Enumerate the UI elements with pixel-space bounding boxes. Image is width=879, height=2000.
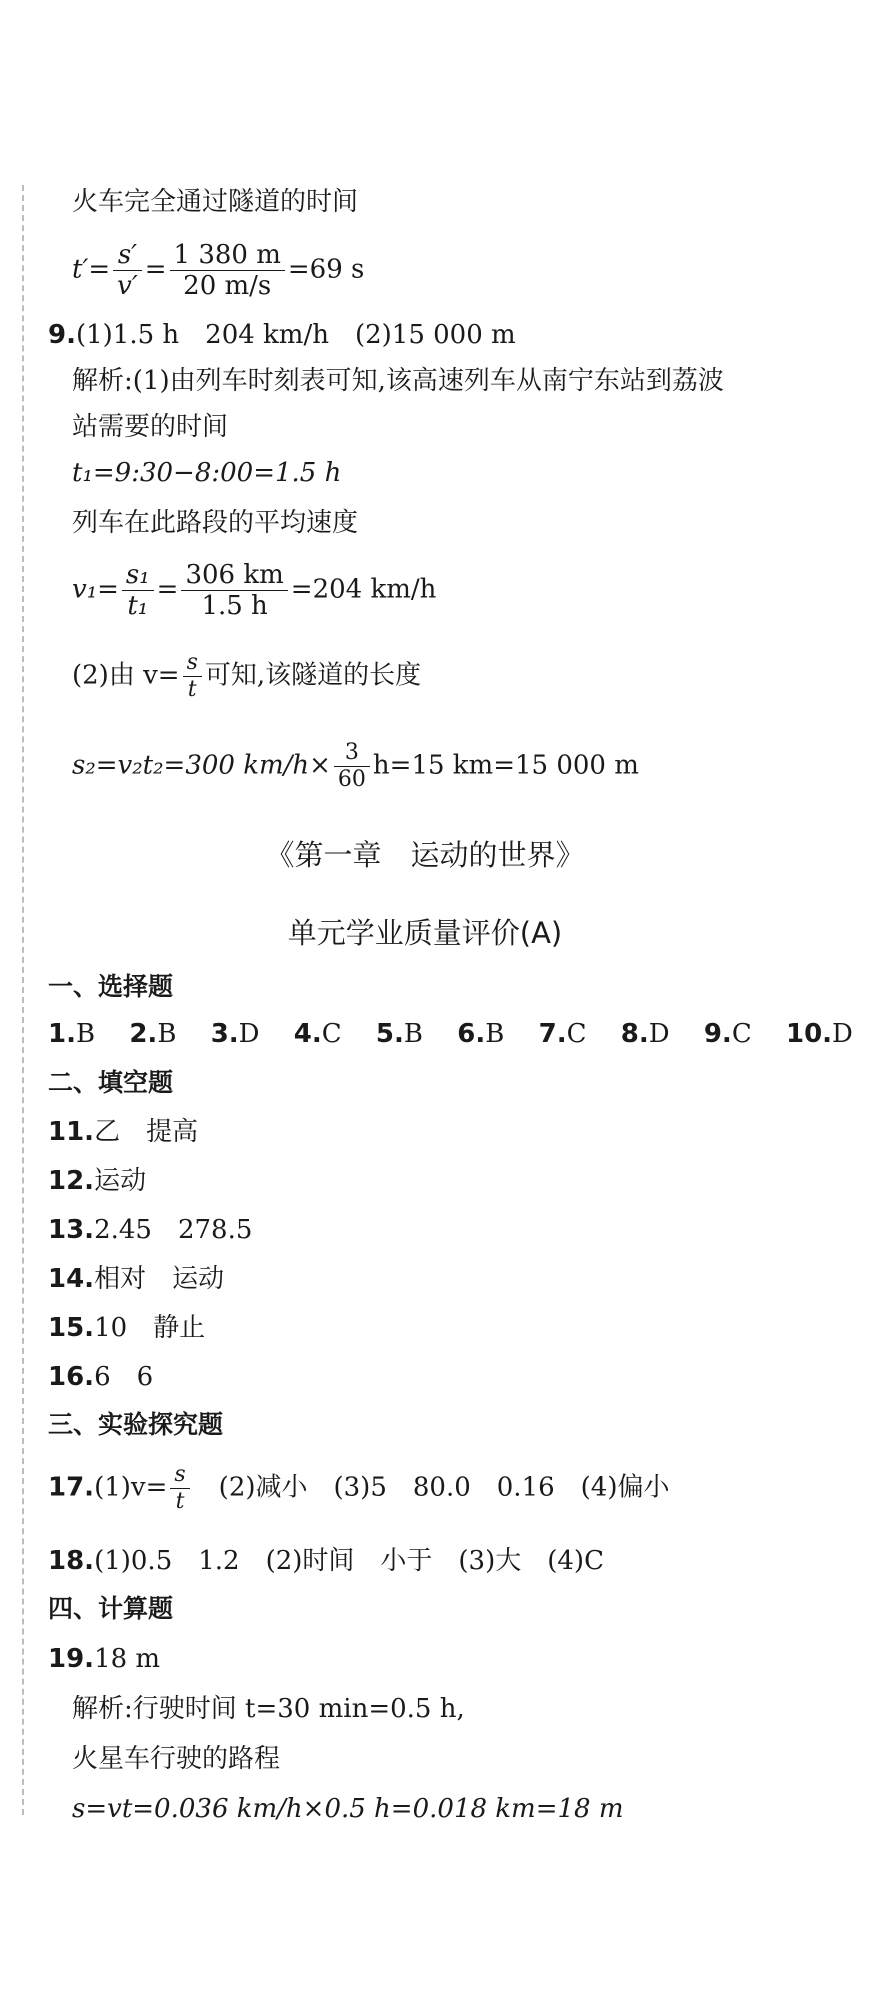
mc-answers [48,1017,879,1051]
left-dashed-margin [22,185,24,1815]
q19-analysis-line2: 火星车行驶的路程 [72,1744,281,1774]
q9-analysis-line1: 解析:(1)由列车时刻表可知,该高速列车从南宁东站到荔波 [72,366,724,396]
q18-answer: 18.(1)0.5 1.2 (2)时间 小于 (3)大 (4)C [48,1546,604,1576]
fill-item: 15.10 静止 [48,1313,206,1343]
q9-speed-text: 列车在此路段的平均速度 [72,508,359,538]
q17-answer: 17.(1)v= $\frac{s}{t}$ (2)减小 (3)5 80.0 0.16 (4)偏小 [48,1462,670,1514]
q19-analysis-line3: s=vt=0.036 km/h×0.5 h=0.018 km=18 m [72,1794,624,1824]
mc-item: 2.B [129,1019,177,1049]
q9-t1-equation: t₁=9:30−8:00=1.5 h [72,458,342,488]
mc-item: 10.D [785,1019,853,1049]
mc-item: 9.C [703,1019,752,1049]
fraction: $\frac{\text{s₁}}{\text{t₁}}$ [122,560,154,621]
q9-analysis-line2: 站需要的时间 [72,412,229,442]
fill-item: 14.相对 运动 [48,1264,225,1294]
q9-v1-equation: v₁= $\frac{\text{s₁}}{\text{t₁}}$ = $\frac{306 km}{1.5 h}$ =204 km/h [72,560,437,621]
section-calc-heading: 四、计算题 [48,1594,174,1623]
mc-item: 5.B [375,1019,423,1049]
mc-item: 1.B [48,1019,96,1049]
fraction: $\frac{s}{t}$ [183,650,202,703]
q8-time-equation: t′= $\frac{s'}{v'}$ = $\frac{1 380 m}{20 m/s}$ =69 s [72,240,365,301]
q8-tail-text: 火车完全通过隧道的时间 [72,187,359,217]
fill-item: 12.运动 [48,1166,147,1196]
q9-answer: 9.(1)1.5 h 204 km/h (2)15 000 m [48,320,516,350]
fill-item: 13.2.45 278.5 [48,1215,253,1245]
mc-item: 3.D [210,1019,260,1049]
fraction: $\frac{3}{60}$ [334,740,370,793]
section-fill-heading: 二、填空题 [48,1068,174,1097]
fraction: $\frac{s}{t}$ [170,1462,189,1515]
q9-s2-equation: s₂=v₂t₂=300 km/h× $\frac{3}{60}$ h=15 km=15 000 m [72,740,639,792]
q19-analysis-line1: 解析:行驶时间 t=30 min=0.5 h, [72,1694,465,1724]
mc-item: 4.C [293,1019,342,1049]
q9-part2: (2)由 v= $\frac{s}{t}$ 可知,该隧道的长度 [72,650,422,702]
mc-item: 7.C [538,1019,587,1049]
unit-title: 单元学业质量评价(A) [287,916,563,950]
fill-item: 11.乙 提高 [48,1117,199,1147]
fill-item: 16.6 6 [48,1362,154,1392]
section-experiment-heading: 三、实验探究题 [48,1410,224,1439]
fraction: $\frac{s'}{v'}$ [113,240,142,301]
mc-item: 8.D [620,1019,670,1049]
fraction: $\frac{306 km}{1.5 h}$ [181,560,287,621]
mc-item: 6.B [457,1019,505,1049]
section-choice-heading: 一、选择题 [48,972,174,1001]
q19-answer: 19.18 m [48,1644,161,1674]
fraction: $\frac{1 380 m}{20 m/s}$ [170,240,285,301]
chapter-title: 《第一章 运动的世界》 [265,838,585,872]
